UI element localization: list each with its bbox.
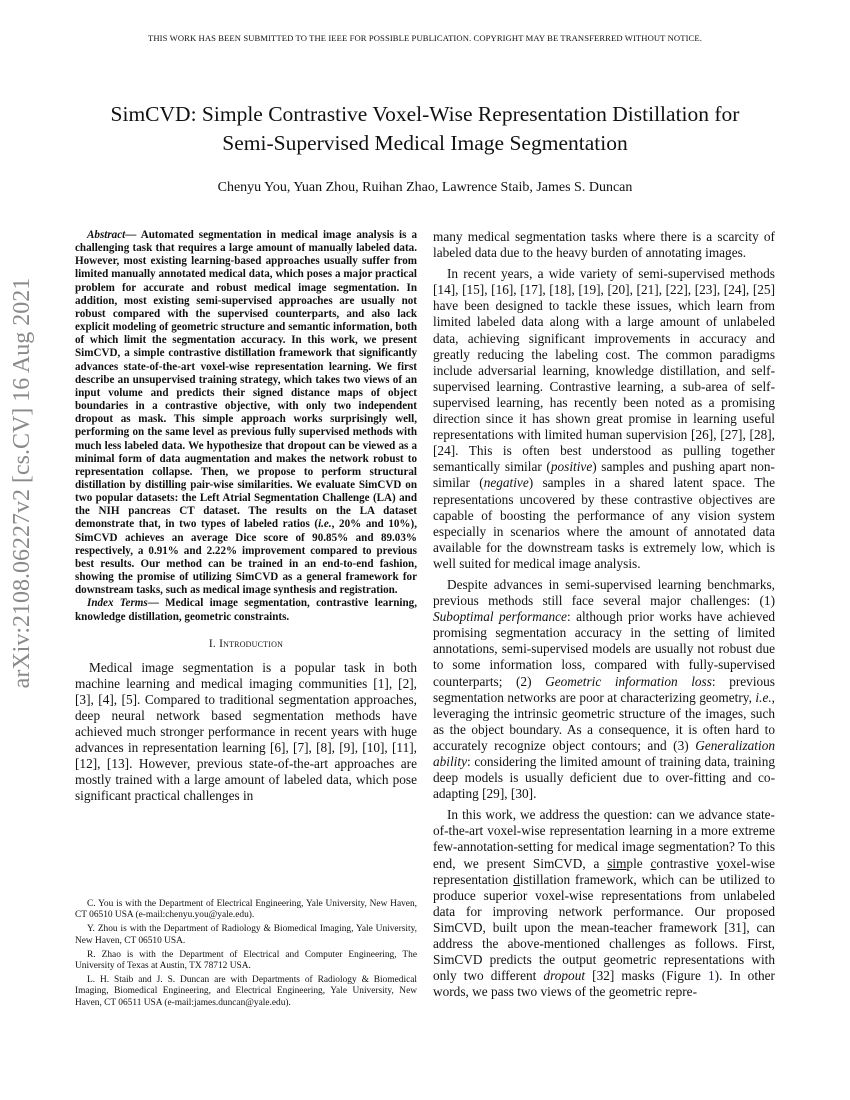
- intro-paragraph-semi-supervised: [433, 266, 775, 572]
- acronym-v: v: [716, 855, 724, 871]
- abstract-label: Abstract: [87, 229, 126, 241]
- author-list: Chenyu You, Yuan Zhou, Ruihan Zhao, Lawrence Staib, James S. Duncan: [217, 180, 633, 195]
- para-text: ) samples and pushing apart non-similar (: [433, 459, 775, 491]
- acronym-c: c: [650, 855, 657, 871]
- abstract-text-2: , 20% and 10%), SimCVD achieves an average Dice score of 90.85% and 89.03% respectively, a 0.91% and 2.22% improvement compared to previous best results. Our method can be trained in an end-to-end fashion, showing the promise of utilizing SimCVD as a general framework for downstream tasks, such as medical image synthesis and registration.: [75, 518, 417, 597]
- para-text: ). In other words, we pass two views of the geometric repre-: [433, 968, 775, 1000]
- footnote-staib-duncan: L. H. Staib and J. S. Duncan are with Departments of Radiology & Biomedical Imaging, Biomedical Engineering, and Electrical Engineering, Yale University, New Haven, CT 06511 USA (e-mail:james.duncan@yale.edu).: [75, 975, 417, 1008]
- para-text: istillation framework, which can be utilized to produce superior voxel-wise representations from unlabeled data for improving network performance. Our proposed SimCVD, built upon the mean-teacher framework [31], can address the above-mentioned challenges as follows. First, SimCVD predicts the output geometric representations with only two different: [433, 871, 775, 984]
- intro-paragraph-1: Medical image segmentation is a popular task in both machine learning and medical imaging communities [1], [2], [3], [4], [5]. Compared to traditional segmentation approaches, deep neural network based segmentation methods have achieved much stronger performance in recent years with huge advances in representation learning [6], [7], [8], [9], [10], [11], [12], [13]. However, previous state-of-the-art approaches are mostly trained with a large amount of labeled data, which pose significant practical challenges in: [75, 659, 417, 804]
- para-text: : considering the limited amount of training data, training deep models is usually deficient due to over-fitting and co-adapting [29], [30].: [433, 754, 775, 802]
- right-column: [433, 229, 775, 1000]
- title-line-2: Semi-Supervised Medical Image Segmentation: [222, 131, 628, 155]
- para-text: ) samples in a shared latent space. The representations uncovered by these contrastive objectives are capable of boosting the performance of any vision system especially in scenarios where the amount of annotated data available for the downstream tasks is extremely low, which is well suited for medical image analysis.: [433, 475, 775, 571]
- index-terms: [75, 597, 417, 623]
- ie-term: i.e.: [755, 689, 772, 705]
- para-text: : previous segmentation networks are poor at characterizing geometry,: [433, 673, 775, 705]
- submission-notice: THIS WORK HAS BEEN SUBMITTED TO THE IEEE FOR POSSIBLE PUBLICATION. COPYRIGHT MAY BE TRANSFERRED WITHOUT NOTICE.: [148, 33, 702, 43]
- section-title: Introduction: [219, 637, 284, 650]
- para-text: ple: [626, 855, 651, 871]
- para-text: , leveraging the intrinsic geometric structure of the images, such as the object boundary. As a consequence, it is often hard to accurately recognize object contours; and (3): [433, 689, 775, 753]
- para-text: : although prior works have achieved promising segmentation accuracy in the setting of limited annotations, semi-supervised models are usually not robust due to some information loss, compared with fully-supervised counterparts; (2): [433, 609, 775, 689]
- abstract-text: — Automated segmentation in medical image analysis is a challenging task that requires a large amount of manually labeled data. However, most existing learning-based approaches usually suffer from limited manually annotated medical data, which poses a major practical problem for accurate and robust medical image segmentation. In addition, most existing semi-supervised approaches are usually not robust compared with the supervised counterparts, and also lack explicit modeling of geometric structure and semantic information, both of which limit the segmentation accuracy. In this work, we present SimCVD, a simple contrastive distillation framework that significantly advances state-of-the-art voxel-wise representation learning. We first describe an unsupervised training strategy, which takes two views of an input volume and predicts their signed distance maps of object boundaries in a contrastive objective, with only two independent dropout as mask. This simple approach works surprisingly well, performing on the same level as previous fully supervised methods with much less labeled data. We hypothesize that dropout can be viewed as a minimal form of data augmentation and makes the network robust to representation collapse. Then, we propose to perform structural distillation by distilling pair-wise similarities. We evaluate SimCVD on two popular datasets: the Left Atrial Segmentation Challenge (LA) and the NIH pancreas CT dataset. The results on the LA dataset demonstrate that, in two types of labeled ratios (: [75, 229, 417, 531]
- acronym-sim: sim: [607, 855, 627, 871]
- section-number: I.: [208, 637, 216, 650]
- negative-term: negative: [483, 475, 529, 491]
- index-terms-text: — Medical image segmentation, contrastive learning, knowledge distillation, geometric constraints.: [75, 597, 417, 623]
- intro-paragraph-challenges: [433, 577, 775, 802]
- paper-title: [60, 100, 790, 158]
- para-text: In recent years, a wide variety of semi-supervised methods [14], [15], [16], [17], [18], [19], [20], [21], [22], [23], [24], [25] have been designed to tackle these issues, which learn from limited labeled data along with a large amount of unlabeled data, achieving significant improvements in accuracy and greatly reducing the labeling cost. The common paradigms include adversarial learning, knowledge distillation, and self-supervised learning. Contrastive learning, a sub-area of self-supervised learning, has recently been noted as a promising direction since it has shown great promise in learning useful representations with limited human supervision [26], [27], [28], [24]. This is often best understood as pulling together semantically similar (: [433, 266, 775, 475]
- suboptimal-term: Suboptimal performance: [433, 609, 567, 625]
- footnote-zhou: Y. Zhou is with the Department of Radiology & Biomedical Imaging, Yale University, New Haven, CT 06510 USA.: [75, 924, 417, 946]
- positive-term: positive: [550, 459, 593, 475]
- intro-paragraph-continued: many medical segmentation tasks where there is a scarcity of labeled data due to the heavy burden of annotating images.: [433, 229, 775, 261]
- left-column: [75, 229, 417, 805]
- index-terms-label: Index Terms: [87, 597, 148, 610]
- intro-paragraph-simcvd: [433, 807, 775, 1000]
- abstract: [75, 229, 417, 597]
- acronym-d: d: [513, 871, 520, 887]
- title-line-1: SimCVD: Simple Contrastive Voxel-Wise Representation Distillation for: [110, 102, 740, 126]
- geometric-term: Geometric information loss: [545, 673, 712, 689]
- para-text: [32] masks (Figure: [585, 968, 708, 984]
- para-text: Despite advances in semi-supervised learning benchmarks, previous methods still face several major challenges: (1): [433, 576, 775, 609]
- footnotes: [75, 899, 417, 1012]
- generalization-term: Generalization ability: [433, 737, 775, 769]
- para-text: In this work, we address the question: can we advance state-of-the-art voxel-wise representation learning in a more extreme few-annotation-setting for medical image segmentation? To this end, we present SimCVD, a: [433, 807, 775, 871]
- footnote-zhao: R. Zhao is with the Department of Electrical and Computer Engineering, The University of Texas at Austin, TX 78712 USA.: [75, 949, 417, 972]
- arxiv-side-label: arXiv:2108.06227v2 [cs.CV] 16 Aug 2021: [9, 277, 35, 689]
- section-heading-introduction: [75, 638, 417, 650]
- figure-1-link[interactable]: 1: [707, 968, 715, 984]
- para-text: oxel-wise representation: [433, 855, 775, 887]
- dropout-term: dropout: [543, 968, 586, 984]
- abstract-ie: i.e.: [318, 518, 332, 531]
- para-text: ontrastive: [656, 855, 717, 871]
- footnote-you: C. You is with the Department of Electrical Engineering, Yale University, New Haven, CT 06510 USA (e-mail:chenyu.you@yale.edu).: [75, 899, 417, 921]
